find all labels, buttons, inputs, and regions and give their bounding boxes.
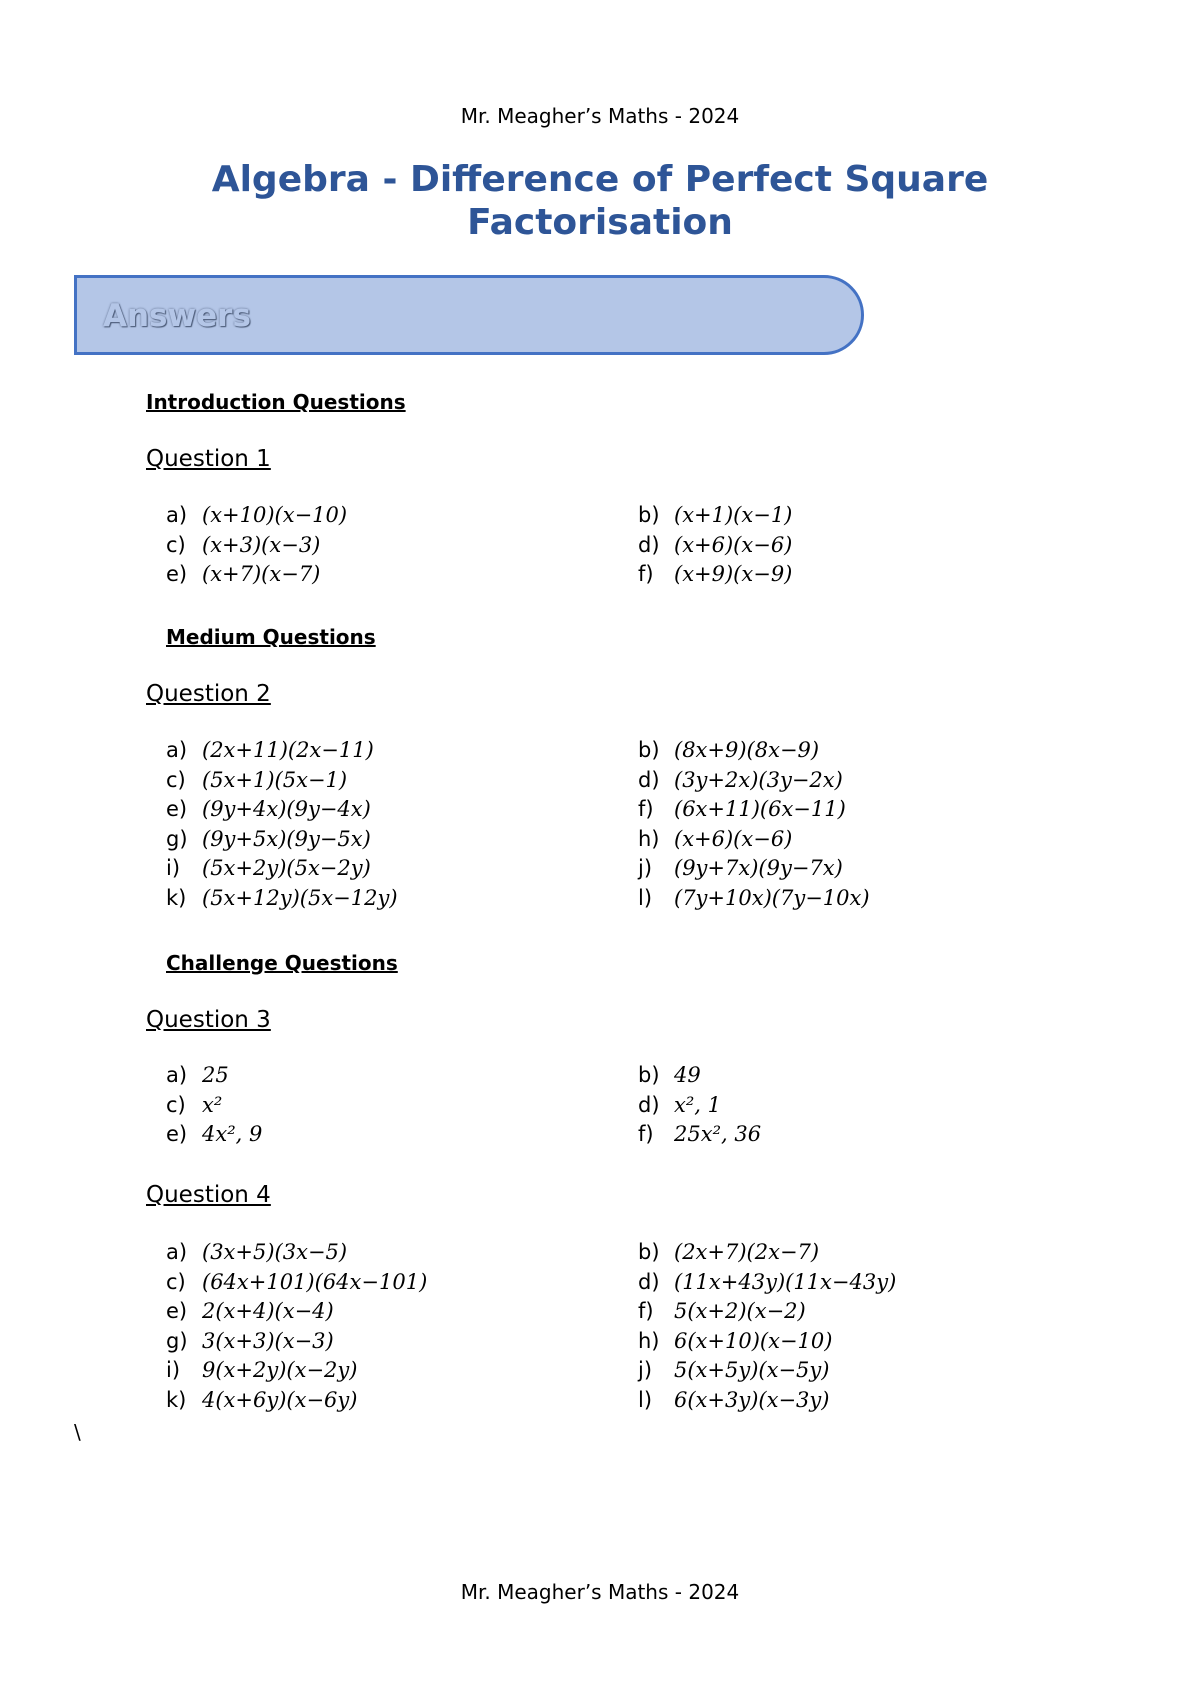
answer-value: (x+6)(x−6)	[674, 532, 793, 557]
q3-answer-item	[638, 1063, 701, 1087]
answer-label: l)	[638, 1387, 653, 1412]
answer-value: 5(x+5y)(x−5y)	[674, 1358, 830, 1382]
q2-answer-item	[638, 768, 843, 792]
answer-label: a)	[166, 503, 188, 527]
answer-label: b)	[638, 1240, 660, 1264]
answer-value: (9y+4x)(9y−4x)	[202, 797, 371, 821]
answer-label: d)	[638, 1269, 660, 1294]
answer-value: (2x+11)(2x−11)	[202, 738, 374, 762]
answer-value: 6(x+10)(x−10)	[674, 1328, 833, 1353]
page-header: Mr. Meagher’s Maths - 2024	[460, 104, 740, 128]
page-footer: Mr. Meagher’s Maths - 2024	[460, 1580, 740, 1604]
q3-answer-item	[166, 1063, 229, 1087]
q1-answer-item	[166, 562, 320, 586]
q1-answer-item	[166, 533, 320, 557]
answer-value: 9(x+2y)(x−2y)	[202, 1358, 358, 1382]
answer-value: (9y+7x)(9y−7x)	[674, 856, 843, 880]
q4-answer-item	[166, 1388, 357, 1412]
answer-value: (x+6)(x−6)	[674, 826, 793, 851]
q4-answer-item	[166, 1329, 334, 1353]
answer-value: 25x², 36	[674, 1122, 762, 1146]
answer-label: i)	[166, 1358, 181, 1382]
answer-value: (2x+7)(2x−7)	[674, 1240, 820, 1264]
answer-label: d)	[638, 767, 660, 792]
answer-value: (5x+2y)(5x−2y)	[202, 856, 371, 880]
answer-label: b)	[638, 503, 660, 527]
answer-value: (x+9)(x−9)	[674, 562, 793, 586]
answer-value: 2(x+4)(x−4)	[202, 1299, 334, 1323]
answer-value: (x+3)(x−3)	[202, 532, 321, 557]
answer-value: 49	[674, 1063, 701, 1087]
answer-label: c)	[166, 1269, 186, 1294]
answer-label: c)	[166, 767, 186, 792]
answer-value: (x+10)(x−10)	[202, 503, 348, 527]
q4-answer-item	[166, 1240, 347, 1264]
page-title	[0, 158, 1200, 244]
q1-answer-item	[638, 503, 792, 527]
question-2-heading: Question 2	[146, 681, 271, 707]
q3-answer-item	[166, 1122, 262, 1146]
answer-label: e)	[166, 1122, 188, 1146]
q2-answer-item	[638, 797, 846, 821]
answer-label: g)	[166, 1328, 188, 1353]
answers-banner	[74, 275, 864, 355]
answer-value: (8x+9)(8x−9)	[674, 738, 820, 762]
question-1-heading: Question 1	[146, 446, 271, 472]
q2-answer-item	[638, 827, 792, 851]
answer-label: f)	[638, 797, 654, 821]
answer-label: j)	[638, 856, 653, 880]
answer-value: x²	[202, 1092, 223, 1117]
answer-value: 6(x+3y)(x−3y)	[674, 1387, 830, 1412]
answer-value: 4x², 9	[202, 1122, 263, 1146]
answer-value: (9y+5x)(9y−5x)	[202, 826, 371, 851]
q1-answer-item	[166, 503, 347, 527]
question-4-heading: Question 4	[146, 1182, 271, 1208]
answer-value: (6x+11)(6x−11)	[674, 797, 846, 821]
answer-value: (11x+43y)(11x−43y)	[674, 1269, 897, 1294]
answer-value: 4(x+6y)(x−6y)	[202, 1387, 358, 1412]
q3-answer-item	[166, 1093, 222, 1117]
answer-label: f)	[638, 562, 654, 586]
q2-answer-item	[638, 738, 819, 762]
answer-label: d)	[638, 1092, 660, 1117]
q4-answer-item	[638, 1299, 806, 1323]
answer-label: j)	[638, 1358, 653, 1382]
answer-label: k)	[166, 1387, 187, 1412]
answer-label: e)	[166, 797, 188, 821]
q2-answer-item	[166, 768, 347, 792]
q4-answer-item	[638, 1329, 832, 1353]
answer-label: a)	[166, 738, 188, 762]
answer-label: f)	[638, 1122, 654, 1146]
answer-label: l)	[638, 885, 653, 910]
q2-answer-item	[166, 738, 374, 762]
answer-value: 25	[202, 1063, 229, 1087]
intro-questions-heading: Introduction Questions	[146, 390, 406, 414]
answer-label: g)	[166, 826, 188, 851]
medium-questions-heading: Medium Questions	[166, 625, 376, 649]
answer-label: d)	[638, 532, 660, 557]
q4-answer-item	[638, 1240, 819, 1264]
answer-label: c)	[166, 532, 186, 557]
title-line-1: Algebra - Difference of Perfect Square	[211, 159, 989, 200]
answer-label: b)	[638, 738, 660, 762]
answer-label: e)	[166, 1299, 188, 1323]
stray-backslash: \	[74, 1420, 81, 1444]
answer-value: (7y+10x)(7y−10x)	[674, 885, 870, 910]
q4-answer-item	[638, 1358, 829, 1382]
title-line-2: Factorisation	[467, 202, 733, 243]
question-3-heading: Question 3	[146, 1007, 271, 1033]
q4-answer-item	[638, 1388, 829, 1412]
answer-label: f)	[638, 1299, 654, 1323]
q4-answer-item	[166, 1270, 427, 1294]
challenge-questions-heading: Challenge Questions	[166, 951, 398, 975]
answer-label: h)	[638, 826, 660, 851]
answer-value: x², 1	[674, 1092, 721, 1117]
answer-value: (x+7)(x−7)	[202, 562, 321, 586]
q4-answer-item	[166, 1358, 357, 1382]
answer-value: (3y+2x)(3y−2x)	[674, 767, 843, 792]
q2-answer-item	[638, 886, 870, 910]
q2-answer-item	[166, 856, 371, 880]
answer-label: b)	[638, 1063, 660, 1087]
q1-answer-item	[638, 562, 792, 586]
answer-value: (64x+101)(64x−101)	[202, 1269, 428, 1294]
answer-value: 3(x+3)(x−3)	[202, 1328, 334, 1353]
answer-value: 5(x+2)(x−2)	[674, 1299, 806, 1323]
q2-answer-item	[166, 827, 371, 851]
q2-answer-item	[638, 856, 843, 880]
q2-answer-item	[166, 886, 398, 910]
answer-value: (3x+5)(3x−5)	[202, 1240, 348, 1264]
answer-label: h)	[638, 1328, 660, 1353]
q2-answer-item	[166, 797, 371, 821]
q3-answer-item	[638, 1122, 761, 1146]
q1-answer-item	[638, 533, 792, 557]
answer-value: (x+1)(x−1)	[674, 503, 793, 527]
q3-answer-item	[638, 1093, 721, 1117]
answer-label: a)	[166, 1063, 188, 1087]
q4-answer-item	[166, 1299, 334, 1323]
answer-label: k)	[166, 885, 187, 910]
answer-value: (5x+12y)(5x−12y)	[202, 885, 398, 910]
q4-answer-item	[638, 1270, 896, 1294]
answer-value: (5x+1)(5x−1)	[202, 767, 348, 792]
answer-label: i)	[166, 856, 181, 880]
answers-banner-label: Answers	[103, 298, 251, 334]
answer-label: a)	[166, 1240, 188, 1264]
answer-label: c)	[166, 1092, 186, 1117]
answer-label: e)	[166, 562, 188, 586]
